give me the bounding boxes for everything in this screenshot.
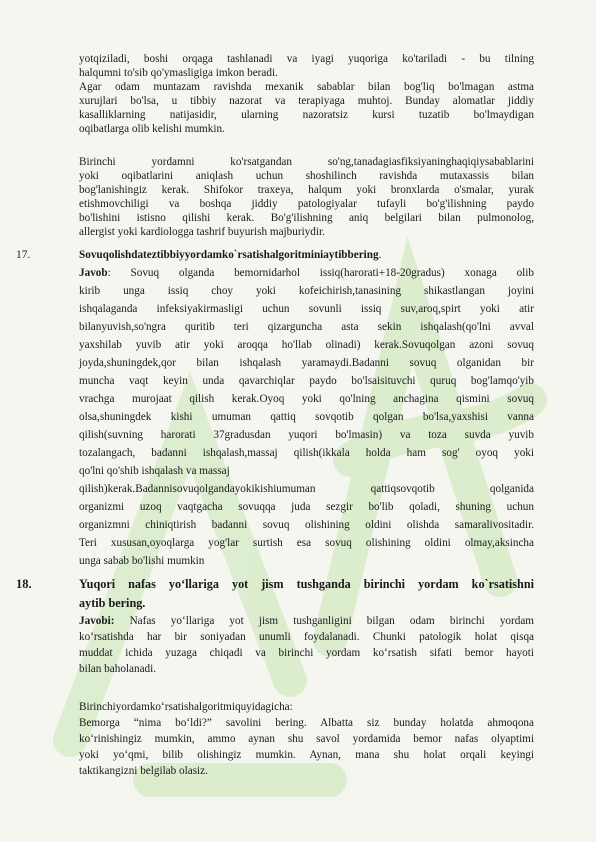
text-line: tozalangach, badanni ishqalash,massaj qilish(ikkala holda ham sog' oyoq yoki (79, 447, 534, 459)
answer-text: : Sovuq olganda bemornidarhol issiq(harorati+18-20gradus) xonaga olib (107, 267, 534, 279)
question-title-line: aytib bering. (79, 596, 146, 610)
text-line: ko‘rinishingiz mumkin, ammo aynan shu savol yordamida bemor nafas olyaptimi (79, 733, 534, 745)
text-line: bog'lanishingiz kerak. Shifokor traxeya, halqum yoki bronxlarda o'smalar, yurak (79, 184, 534, 196)
text-line: qilish)kerak.Badannisovuqolgandayokikishiumuman qattiqsovqotib qolganida (79, 483, 534, 495)
question-title-line: Yuqori nafas yo‘llariga yot jism tushganda birinchi yordam ko`rsatishni (79, 577, 534, 591)
text-line: muncha vaqt keyin unda qavarchiqlar paydo bo'lsaisituvchi quruq bog'lamqo'yib (79, 375, 534, 387)
text-line: bo'lishini istisno qilishi kerak. Bo'g'ilishning aniq belgilari bilan pulmonolog, (79, 212, 534, 224)
question-number: 18. (16, 577, 32, 591)
answer-first-line (79, 614, 534, 628)
text-line: Bemorga “nima bo‘ldi?” savolini bering. Albatta siz bunday holatda ahmoqona (79, 717, 534, 729)
text-line: xurujlari bo'lsa, u tibbiy nazorat va terapiyaga muhtoj. Bunday alomatlar jiddiy (79, 95, 534, 107)
text-line: organizmni chiniqtirish badanni sovuq olishining oldini olishda samaralivositadir. (79, 519, 534, 531)
text-line: bilan baholanadi. (79, 663, 157, 675)
text-line: ko‘rsatishda har bir soniyadan unumli foydalanadi. Chunki patologik holat qisqa (79, 631, 534, 643)
text-line: bilanyuvish,so'ngra quritib teri qizarguncha asta sekin ishqalash(qo'lni avval (79, 321, 534, 333)
question-title-text: Sovuqolishdateztibbiyyordamko`rsatishalgoritminiaytibbering (79, 249, 379, 261)
text-line: Birinchi yordamni ko'rsatgandan so'ng,tanadagiasfiksiyaninghaqiqiysabablarini (79, 156, 534, 168)
text-line: allergist yoki kardiologga tashrif buyurish majburiydir. (79, 226, 325, 238)
text-line: yaxshilab yuvib atir yoki aroqqa ho'llab olinadi) kerak.Sovuqolgan azoni sovuq (79, 339, 534, 351)
answer-label: Javob (79, 267, 108, 279)
question-title-end: . (378, 249, 382, 261)
text-line: kirib unga issiq choy yoki kofeichirish,tanasining shikastlangan joyini (79, 285, 534, 297)
text-line: yoki oqibatlarini aniqlash uchun shoshilinch ravishda mutaxassis bilan (79, 170, 534, 182)
text-line: vrachga murojaat qilish kerak.Oyoq yoki qo'lning anchagina qismini sovuq (79, 393, 534, 405)
text-line: kasalliklarning natijasidir, ularning nazoratsiz kursi tuzatib bo'lmaydigan (79, 109, 534, 121)
text-line: oqibatlarga olib kelishi mumkin. (79, 123, 225, 135)
answer-label: Javobi: (79, 615, 115, 627)
text-line: organizmi uzoq vaqtgacha sovuqqa juda sezgir bo'lib qoladi, shuning uchun (79, 501, 534, 513)
text-line: unga sabab bo'lishi mumkin (79, 555, 205, 567)
text-line: olsa,shuningdek kishi umuman qattiq sovqotib qolgan bo'lsa,yaxshisi vanna (79, 411, 534, 423)
question-number: 17. (16, 249, 31, 261)
text-line: Agar odam muntazam ravishda mexanik sabablar bilan bog'liq bo'lmagan astma (79, 81, 534, 93)
text-line: yoki yo‘qmi, bilib olishingiz mumkin. Aynan, mana shu holat orqali keyingi (79, 749, 534, 761)
text-line: halqumni to'sib qo'ymasligiga imkon beradi. (79, 67, 278, 79)
text-line: yotqiziladi, boshi orqaga tashlanadi va iyagi yuqoriga ko'tariladi - bu tilning (79, 53, 534, 65)
text-line: Teri xususan,oyoqlarga yog'lar surtish esa sovuq olishining oldini olmay,aksincha (79, 537, 534, 549)
text-line: muddat ichida yuzaga chiqadi va birinchi yordam ko‘rsatish sifati bemor hayoti (79, 647, 534, 659)
text-line: qo'lni qo'shib ishqalash va massaj (79, 465, 230, 477)
question-title (79, 248, 534, 262)
text-line: joyda,shuningdek,qor bilan ishqalash yaramaydi.Badanni sovuq olganidan bir (79, 357, 534, 369)
text-line: etishmovchiligi va boshqa jiddiy patologiyalar tufayli bo'g'ilishning paydo (79, 198, 534, 210)
text-line: taktikangizni belgilab olasiz. (79, 765, 208, 777)
answer-first-line (79, 266, 534, 280)
answer-text: Nafas yo‘llariga yot jism tushganligini bilgan odam birinchi yordam (114, 615, 534, 627)
algorithm-title: Birinchiyordamko‘rsatishalgoritmiquyidagicha: (79, 701, 293, 713)
text-line: ishqalaganda infeksiyakirmasligi uchun sovunli issiq suv,aroq,spirt yoki atir (79, 303, 534, 315)
text-line: qilish(suvning harorati 37gradusdan yuqori bo'lmasin) va toza suvda yuvib (79, 429, 534, 441)
